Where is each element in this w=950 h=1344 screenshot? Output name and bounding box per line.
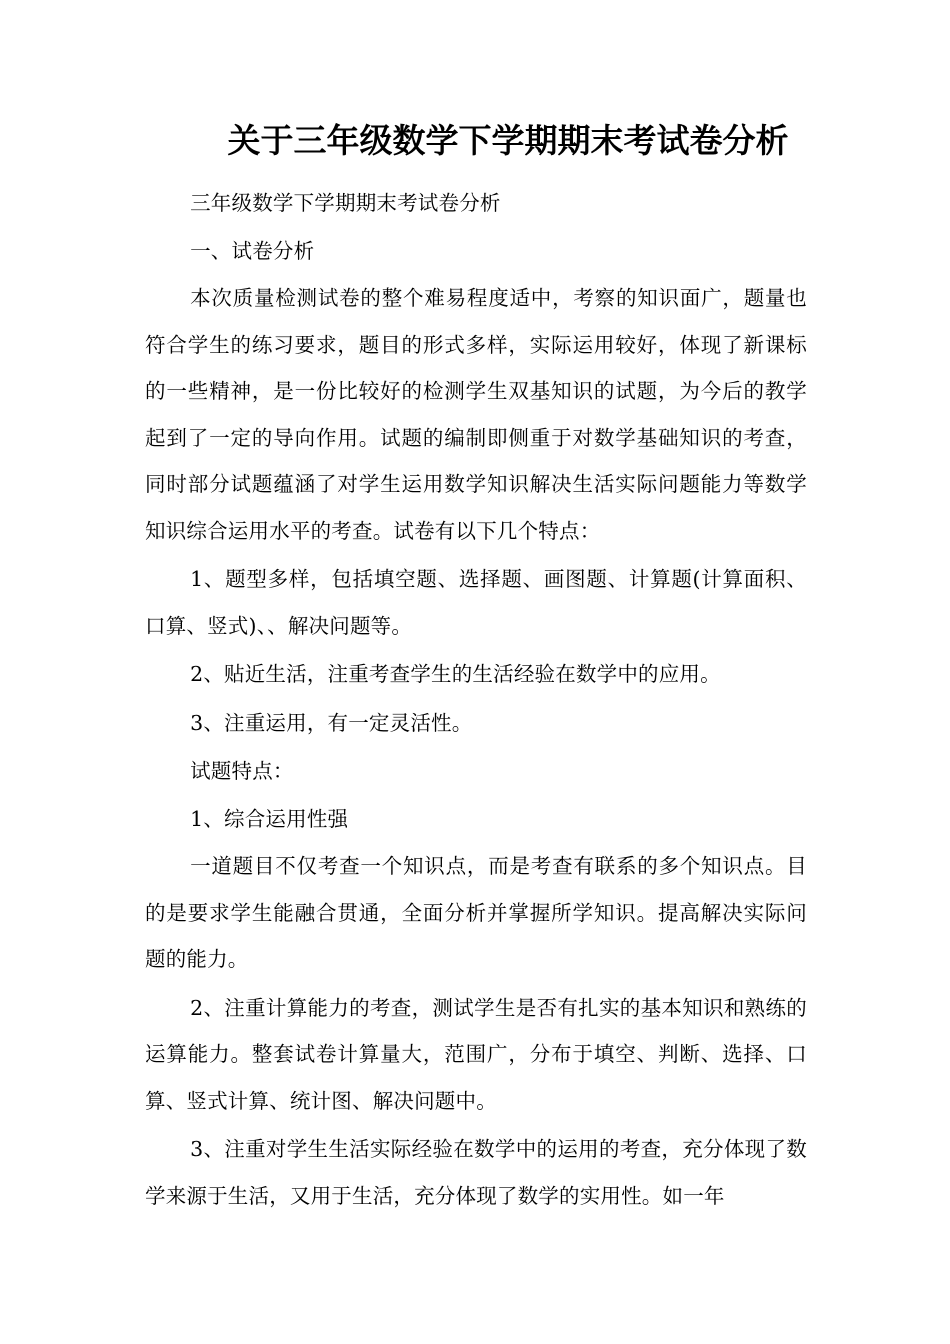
- paragraph-trait-1-heading: 1、综合运用性强: [190, 806, 349, 831]
- paragraph-section-heading: 一、试卷分析: [190, 238, 315, 263]
- paragraph-trait-1-body: 一道题目不仅考查一个知识点，而是考查有联系的多个知识点。目的是要求学生能融合贯通，全面分析并掌握所学知识。提高解决实际问题的能力。: [145, 854, 807, 971]
- paragraph-feature-3: 3、注重运用，有一定灵活性。: [190, 710, 473, 735]
- paragraph-trait-2: 2、注重计算能力的考查，测试学生是否有扎实的基本知识和熟练的运算能力。整套试卷计算量大，范围广，分布于填空、判断、选择、口算、竖式计算、统计图、解决问题中。: [145, 995, 807, 1113]
- paragraph-feature-1: 1、题型多样，包括填空题、选择题、画图题、计算题(计算面积、口算、竖式)、、解决问题等。: [145, 567, 807, 638]
- paragraph-subtitle: 三年级数学下学期期末考试卷分析: [190, 191, 501, 215]
- paragraph-trait-3: 3、注重对学生生活实际经验在数学中的运用的考查，充分体现了数学来源于生活，又用于生活，充分体现了数学的实用性。如一年: [145, 1137, 807, 1208]
- paragraph-analysis: 本次质量检测试卷的整个难易程度适中，考察的知识面广，题量也符合学生的练习要求，题目的形式多样，实际运用较好，体现了新课标的一些精神，是一份比较好的检测学生双基知识的试题，为今后的教学起到了一定的导向作用。试题的编制即侧重于对数学基础知识的考查，同时部分试题蕴涵了对学生运用数学知识解决生活实际问题能力等数学知识综合运用水平的考查。试卷有以下几个特点：: [145, 286, 807, 543]
- paragraph-feature-2: 2、贴近生活，注重考查学生的生活经验在数学中的应用。: [190, 662, 721, 686]
- document-body: [145, 180, 807, 1220]
- document-title: 关于三年级数学下学期期末考试卷分析: [227, 121, 789, 160]
- paragraph-trait-heading: 试题特点：: [190, 759, 294, 783]
